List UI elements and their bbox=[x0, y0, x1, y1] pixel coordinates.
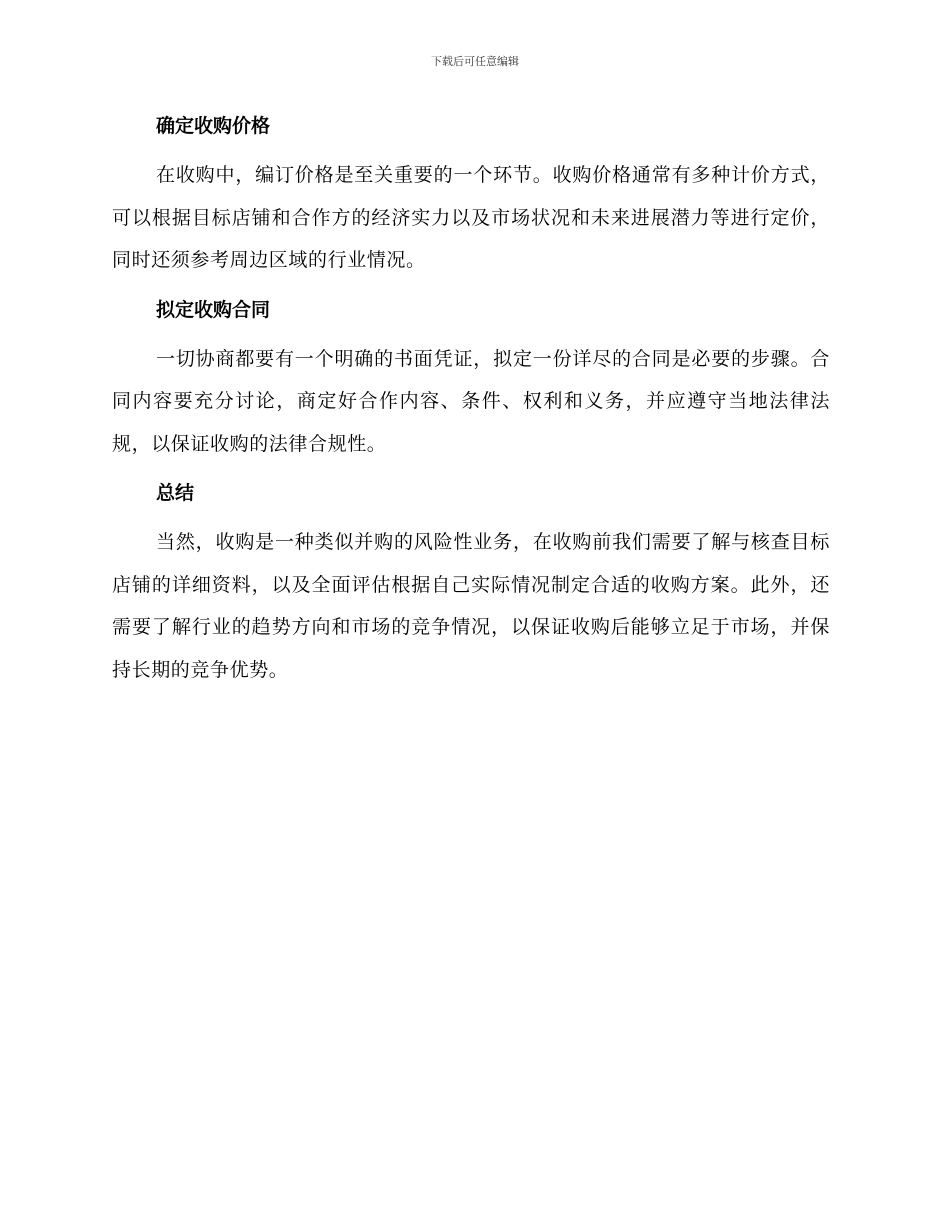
section-paragraph-price: 在收购中，编订价格是至关重要的一个环节。收购价格通常有多种计价方式，可以根据目标店铺和合作方的经济实力以及市场状况和未来进展潜力等进行定价，同时还须参考周边区域的行业情况。 bbox=[112, 164, 830, 271]
section-paragraph-summary: 当然，收购是一种类似并购的风险性业务，在收购前我们需要了解与核查目标店铺的详细资料，以及全面评估根据自己实际情况制定合适的收购方案。此外，还需要了解行业的趋势方向和市场的竞争情况，以保证收购后能够立足于市场，并保持长期的竞争优势。 bbox=[112, 531, 830, 681]
section-heading-summary: 总结 bbox=[156, 482, 195, 504]
section-paragraph-contract: 一切协商都要有一个明确的书面凭证，拟定一份详尽的合同是必要的步骤。合同内容要充分讨论，商定好合作内容、条件、权利和义务，并应遵守当地法律法规，以保证收购的法律合规性。 bbox=[112, 347, 830, 455]
page-header: 下载后可任意编辑 bbox=[431, 55, 519, 68]
document-body bbox=[112, 112, 830, 705]
section-heading-contract: 拟定收购合同 bbox=[156, 298, 271, 321]
section-heading-price: 确定收购价格 bbox=[156, 115, 271, 137]
